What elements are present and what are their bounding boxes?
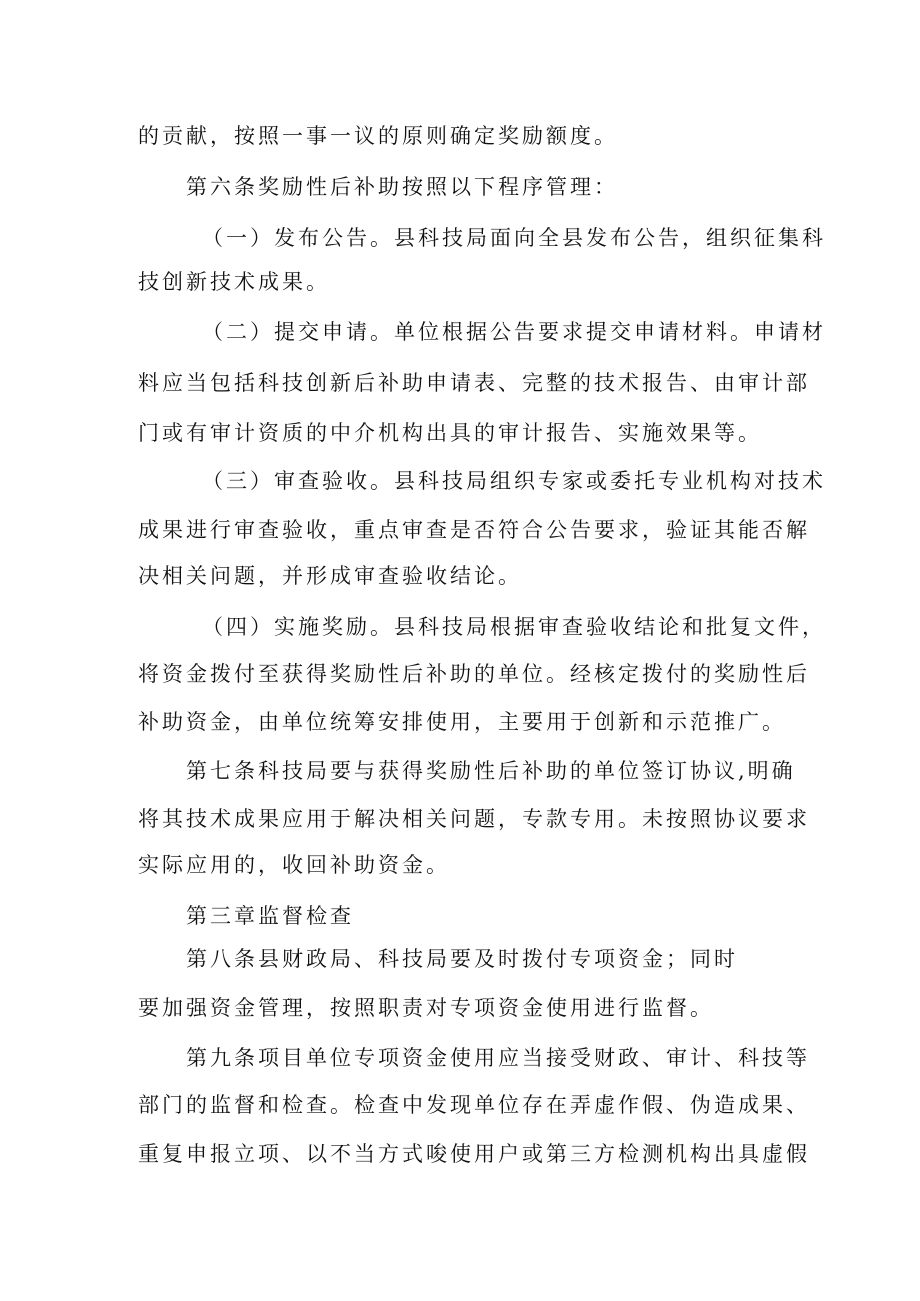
text-line: 门或有审计资质的中介机构出具的审计报告、实施效果等。: [138, 421, 762, 445]
text-line: 重复申报立项、以不当方式唆使用户或第三方检测机构出具虚假: [138, 1142, 810, 1166]
text-line: 第七条科技局要与获得奖励性后补助的单位签订协议,明确: [186, 759, 796, 783]
text-line: 第九条项目单位专项资金使用应当接受财政、审计、科技等: [186, 1046, 810, 1070]
text-line: 料应当包括科技创新后补助申请表、完整的技术报告、由审计部: [138, 371, 810, 395]
text-line: 将资金拨付至获得奖励性后补助的单位。经核定拨付的奖励性后: [138, 662, 810, 686]
text-line: 实际应用的，收回补助资金。: [138, 853, 450, 877]
text-line: 将其技术成果应用于解决相关问题，专款专用。未按照协议要求: [138, 807, 810, 831]
text-line: 补助资金，由单位统筹安排使用，主要用于创新和示范推广。: [138, 710, 786, 734]
text-line: 成果进行审查验收，重点审查是否符合公告要求，验证其能否解: [138, 518, 810, 542]
text-line: （三）审查验收。县科技局组织专家或委托专业机构对技术: [202, 469, 826, 493]
text-line: 部门的监督和检查。检查中发现单位存在弄虚作假、伪造成果、: [138, 1093, 810, 1117]
text-line: （四）实施奖励。县科技局根据审查验收结论和批复文件，: [202, 615, 826, 639]
text-line: 要加强资金管理，按照职责对专项资金使用进行监督。: [138, 996, 714, 1020]
text-line: 第八条县财政局、科技局要及时拨付专项资金；同时: [186, 947, 738, 971]
article-6-heading: 第六条奖励性后补助按照以下程序管理：: [186, 175, 618, 199]
text-line: 的贡献，按照一事一议的原则确定奖励额度。: [138, 124, 618, 148]
chapter-3-heading: 第三章监督检查: [186, 904, 354, 928]
text-line: （一）发布公告。县科技局面向全县发布公告，组织征集科: [202, 226, 826, 250]
text-line: 技创新技术成果。: [138, 270, 330, 294]
text-line: 决相关问题，并形成审查验收结论。: [138, 564, 522, 588]
text-line: （二）提交申请。单位根据公告要求提交申请材料。申请材: [202, 320, 826, 344]
